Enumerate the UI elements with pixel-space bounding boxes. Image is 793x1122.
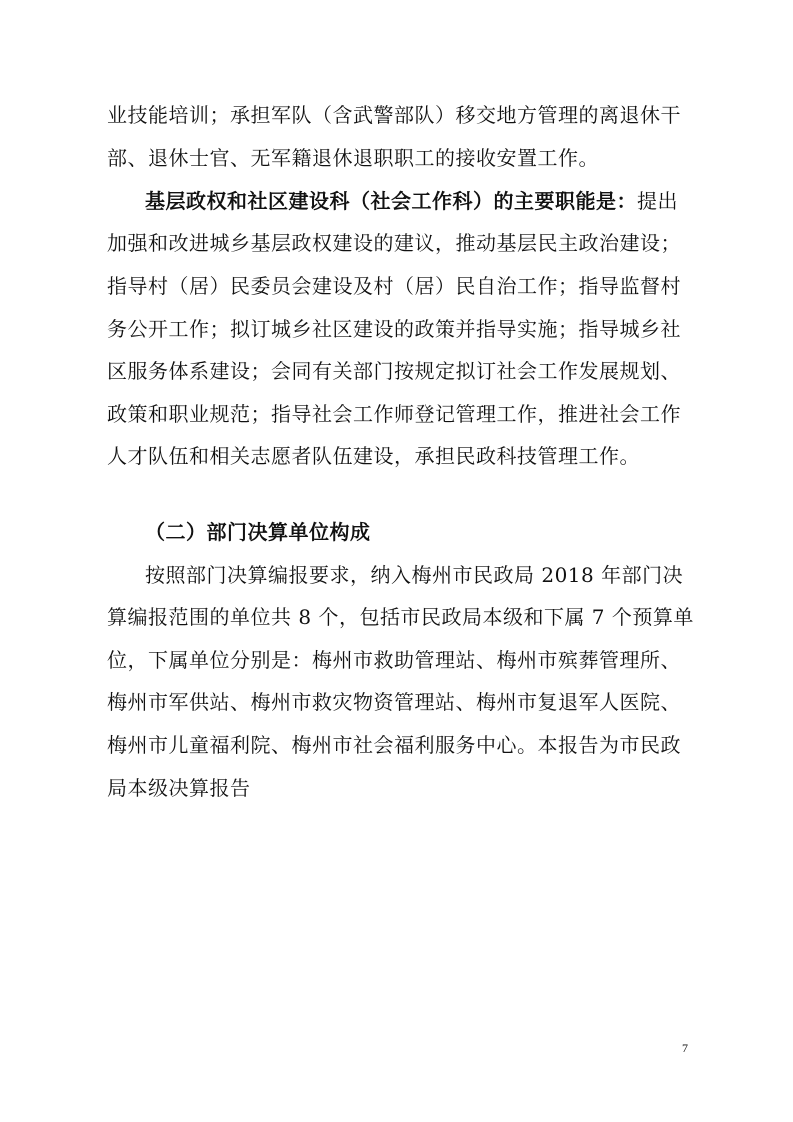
text-line: 梅州市儿童福利院、梅州市社会福利服务中心。本报告为市民政 <box>107 733 681 757</box>
text-line <box>145 189 678 213</box>
text-line: 位，下属单位分别是：梅州市救助管理站、梅州市殡葬管理所、 <box>107 648 681 672</box>
page-number: 7 <box>682 1041 688 1055</box>
text-line: 加强和改进城乡基层政权建设的建议，推动基层民主政治建设； <box>107 231 681 255</box>
text-line: 局本级决算报告 <box>107 776 251 800</box>
text-line: 政策和职业规范；指导社会工作师登记管理工作，推进社会工作 <box>107 402 681 426</box>
text-fragment: 提出 <box>637 189 678 213</box>
section-heading: （二）部门决算单位构成 <box>145 520 371 544</box>
text-line: 人才队伍和相关志愿者队伍建设，承担民政科技管理工作。 <box>107 444 640 468</box>
text-line: 指导村（居）民委员会建设及村（居）民自治工作；指导监督村 <box>107 274 681 298</box>
text-line: 梅州市军供站、梅州市救灾物资管理站、梅州市复退军人医院、 <box>107 690 681 714</box>
text-line: 按照部门决算编报要求，纳入梅州市民政局 2018 年部门决 <box>145 563 684 587</box>
text-line: 业技能培训；承担军队（含武警部队）移交地方管理的离退休干 <box>107 103 681 127</box>
section-heading-inline: 基层政权和社区建设科（社会工作科）的主要职能是： <box>145 189 637 213</box>
text-line: 务公开工作；拟订城乡社区建设的政策并指导实施；指导城乡社 <box>107 317 681 341</box>
text-line: 部、退休士官、无军籍退休退职职工的接收安置工作。 <box>107 146 599 170</box>
text-line: 算编报范围的单位共 8 个，包括市民政局本级和下属 7 个预算单 <box>107 605 694 629</box>
text-line: 区服务体系建设；会同有关部门按规定拟订社会工作发展规划、 <box>107 359 681 383</box>
